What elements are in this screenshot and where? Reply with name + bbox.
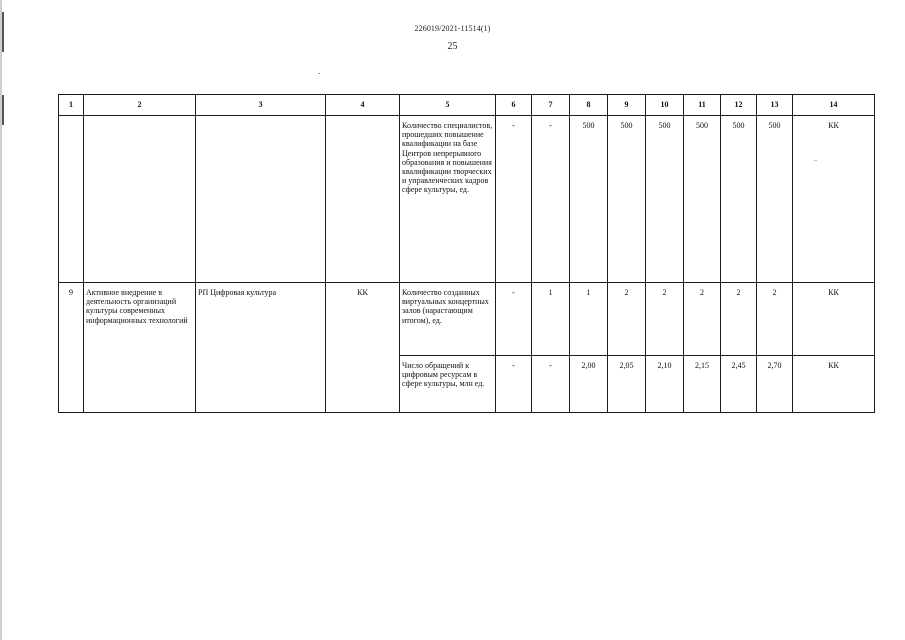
executor-cell: КК	[793, 283, 875, 356]
value-cell: 2	[646, 283, 684, 356]
value-cell: -	[532, 116, 570, 283]
indicator-cell: Число обращений к цифровым ресурсам в сфере культуры, млн ед.	[400, 356, 496, 413]
value-cell: 2,70	[757, 356, 793, 413]
value-cell: 2,15	[684, 356, 721, 413]
value-cell: 2	[608, 283, 646, 356]
column-header: 14	[793, 95, 875, 116]
column-header: 7	[532, 95, 570, 116]
column-header: 12	[721, 95, 757, 116]
value-cell: 500	[684, 116, 721, 283]
indicator-cell: Количество специалистов, прошедших повышение квалификации на базе Центров непрерывного образования и повышения квалификации творческих и управленческих кадров сфере культуры, ед.	[400, 116, 496, 283]
project-cell	[196, 116, 326, 283]
value-cell: -	[496, 356, 532, 413]
column-header: 10	[646, 95, 684, 116]
value-cell: 500	[570, 116, 608, 283]
value-cell: 2,45	[721, 356, 757, 413]
executor-cell: КК	[793, 116, 875, 283]
value-cell: 2	[684, 283, 721, 356]
executor-cell: КК	[793, 356, 875, 413]
responsible-cell	[326, 116, 400, 283]
column-header: 9	[608, 95, 646, 116]
column-header: 13	[757, 95, 793, 116]
table-row	[59, 283, 875, 356]
document-number: 226019/2021-11514(1)	[414, 24, 491, 33]
value-cell: -	[496, 116, 532, 283]
scan-dot	[318, 73, 320, 74]
value-cell: 500	[608, 116, 646, 283]
value-cell: 500	[721, 116, 757, 283]
table-row	[59, 116, 875, 283]
value-cell: 1	[570, 283, 608, 356]
column-header: 3	[196, 95, 326, 116]
responsible-cell: КК	[326, 283, 400, 413]
task-cell	[84, 116, 196, 283]
column-header: 5	[400, 95, 496, 116]
value-cell: 2	[721, 283, 757, 356]
row-number-cell	[59, 116, 84, 283]
scan-edge-mark	[2, 95, 4, 125]
header-row	[59, 95, 875, 116]
row-number-cell: 9	[59, 283, 84, 413]
value-cell: 1	[532, 283, 570, 356]
page-number: 25	[447, 41, 458, 52]
column-header: 8	[570, 95, 608, 116]
value-cell: 500	[646, 116, 684, 283]
value-cell: 2,00	[570, 356, 608, 413]
value-cell: -	[496, 283, 532, 356]
value-cell: 2,05	[608, 356, 646, 413]
column-header: 11	[684, 95, 721, 116]
value-cell: 500	[757, 116, 793, 283]
column-header: 2	[84, 95, 196, 116]
value-cell: 2	[757, 283, 793, 356]
indicators-table	[58, 94, 875, 413]
task-cell: Активное внедрение в деятельность организаций культуры современных информационных технологий	[84, 283, 196, 413]
column-header: 6	[496, 95, 532, 116]
project-cell: РП Цифровая культура	[196, 283, 326, 413]
value-cell: 2,10	[646, 356, 684, 413]
column-header: 1	[59, 95, 84, 116]
column-header: 4	[326, 95, 400, 116]
value-cell: -	[532, 356, 570, 413]
indicator-cell: Количество созданных виртуальных концертных залов (нарастающим итогом), ед.	[400, 283, 496, 356]
